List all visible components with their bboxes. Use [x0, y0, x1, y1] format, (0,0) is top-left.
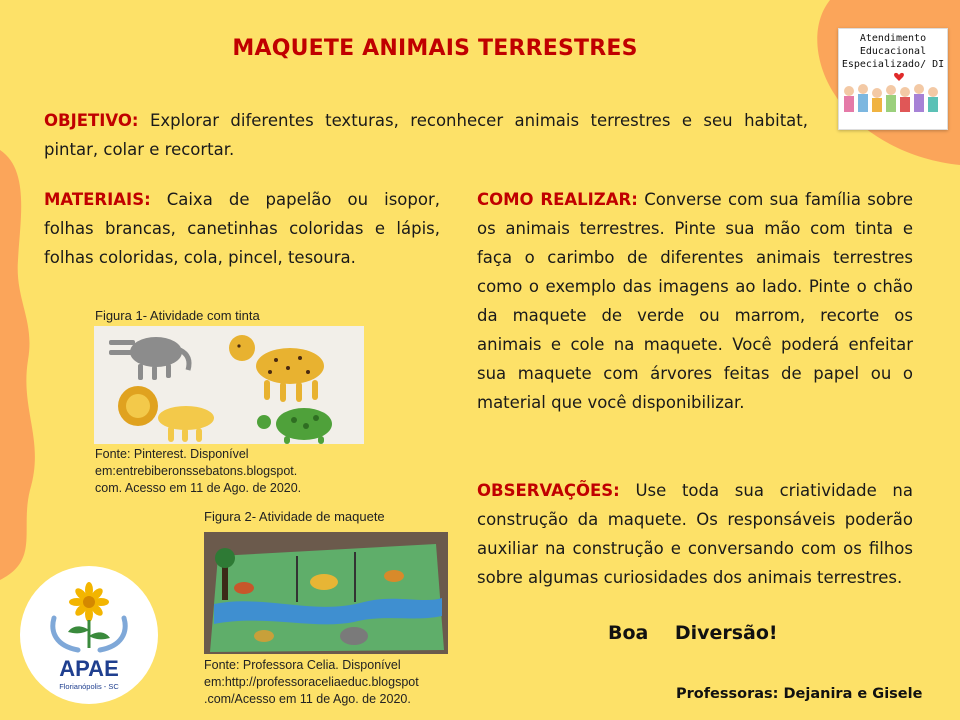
objetivo-label: OBJETIVO: [44, 111, 139, 130]
figura1-source-line-1: Fonte: Pinterest. Disponível [95, 447, 249, 461]
objetivo-text: Explorar diferentes texturas, reconhecer animais terrestres e seu habitat, pintar, colar e recortar. [44, 111, 808, 159]
handprint-animals-illustration [94, 326, 364, 444]
figura2-source-line-1: Fonte: Professora Celia. Disponível [204, 658, 401, 672]
figura2-caption: Figura 2- Atividade de maquete [204, 509, 385, 524]
figura1-source-line-2: em:entrebiberonssebatons.blogspot. [95, 464, 298, 478]
materiais-text: Caixa de papelão ou isopor, folhas brancas, canetinhas coloridas e lápis, folhas coloridas, cola, pincel, tesoura. [44, 190, 441, 267]
badge-line-3: Especializado/ DI [841, 59, 945, 70]
como-realizar-paragraph [477, 185, 913, 417]
objetivo-paragraph [44, 106, 808, 164]
observacoes-paragraph [477, 476, 913, 592]
como-realizar-label: COMO REALIZAR: [477, 190, 638, 209]
badge-line-1: Atendimento [859, 33, 927, 44]
maquete-photo-illustration [204, 532, 448, 654]
figura1-source [95, 446, 301, 497]
apae-logo [20, 566, 158, 704]
badge-line-2: Educacional [859, 46, 927, 57]
materiais-paragraph [44, 185, 440, 272]
page-title: MAQUETE ANIMAIS TERRESTRES [232, 36, 638, 61]
aee-badge [838, 28, 948, 130]
figura1-source-line-3: com. Acesso em 11 de Ago. de 2020. [95, 481, 302, 495]
teachers-credit: Professoras: Dejanira e Gisele [676, 686, 923, 702]
figura2-image [204, 532, 448, 654]
figura2-source [204, 657, 419, 708]
observacoes-text: Use toda sua criatividade na construção da maquete. Os responsáveis poderão auxiliar na construção e conversando com os filhos sobre algumas curiosidades dos animais terrestres. [477, 481, 913, 587]
materiais-label: MATERIAIS: [44, 190, 151, 209]
observacoes-label: OBSERVAÇÕES: [477, 481, 620, 500]
figura1-caption: Figura 1- Atividade com tinta [95, 308, 260, 323]
figura2-source-line-2: em:http://professoraceliaeduc.blogspot [204, 675, 419, 689]
apae-logo-city: Florianópolis - SC [59, 682, 119, 691]
como-realizar-text: Converse com sua família sobre os animais terrestres. Pinte sua mão com tinta e faça o carimbo de diferentes animais terrestres como o exemplo das imagens ao lado. Pinte o chão da maquete de verde ou marrom, recorte os animais e cole na maquete. Você poderá enfeitar sua maquete com árvores feitas de papel ou o material que você disponibilizar. [477, 190, 914, 412]
apae-flower-hands-icon [20, 566, 158, 704]
figura1-image [94, 326, 364, 444]
figura2-source-line-3: .com/Acesso em 11 de Ago. de 2020. [204, 692, 411, 706]
apae-logo-name: APAE [59, 656, 119, 681]
children-illustration [839, 71, 945, 129]
closing-message: Boa Diversão! [608, 622, 778, 644]
